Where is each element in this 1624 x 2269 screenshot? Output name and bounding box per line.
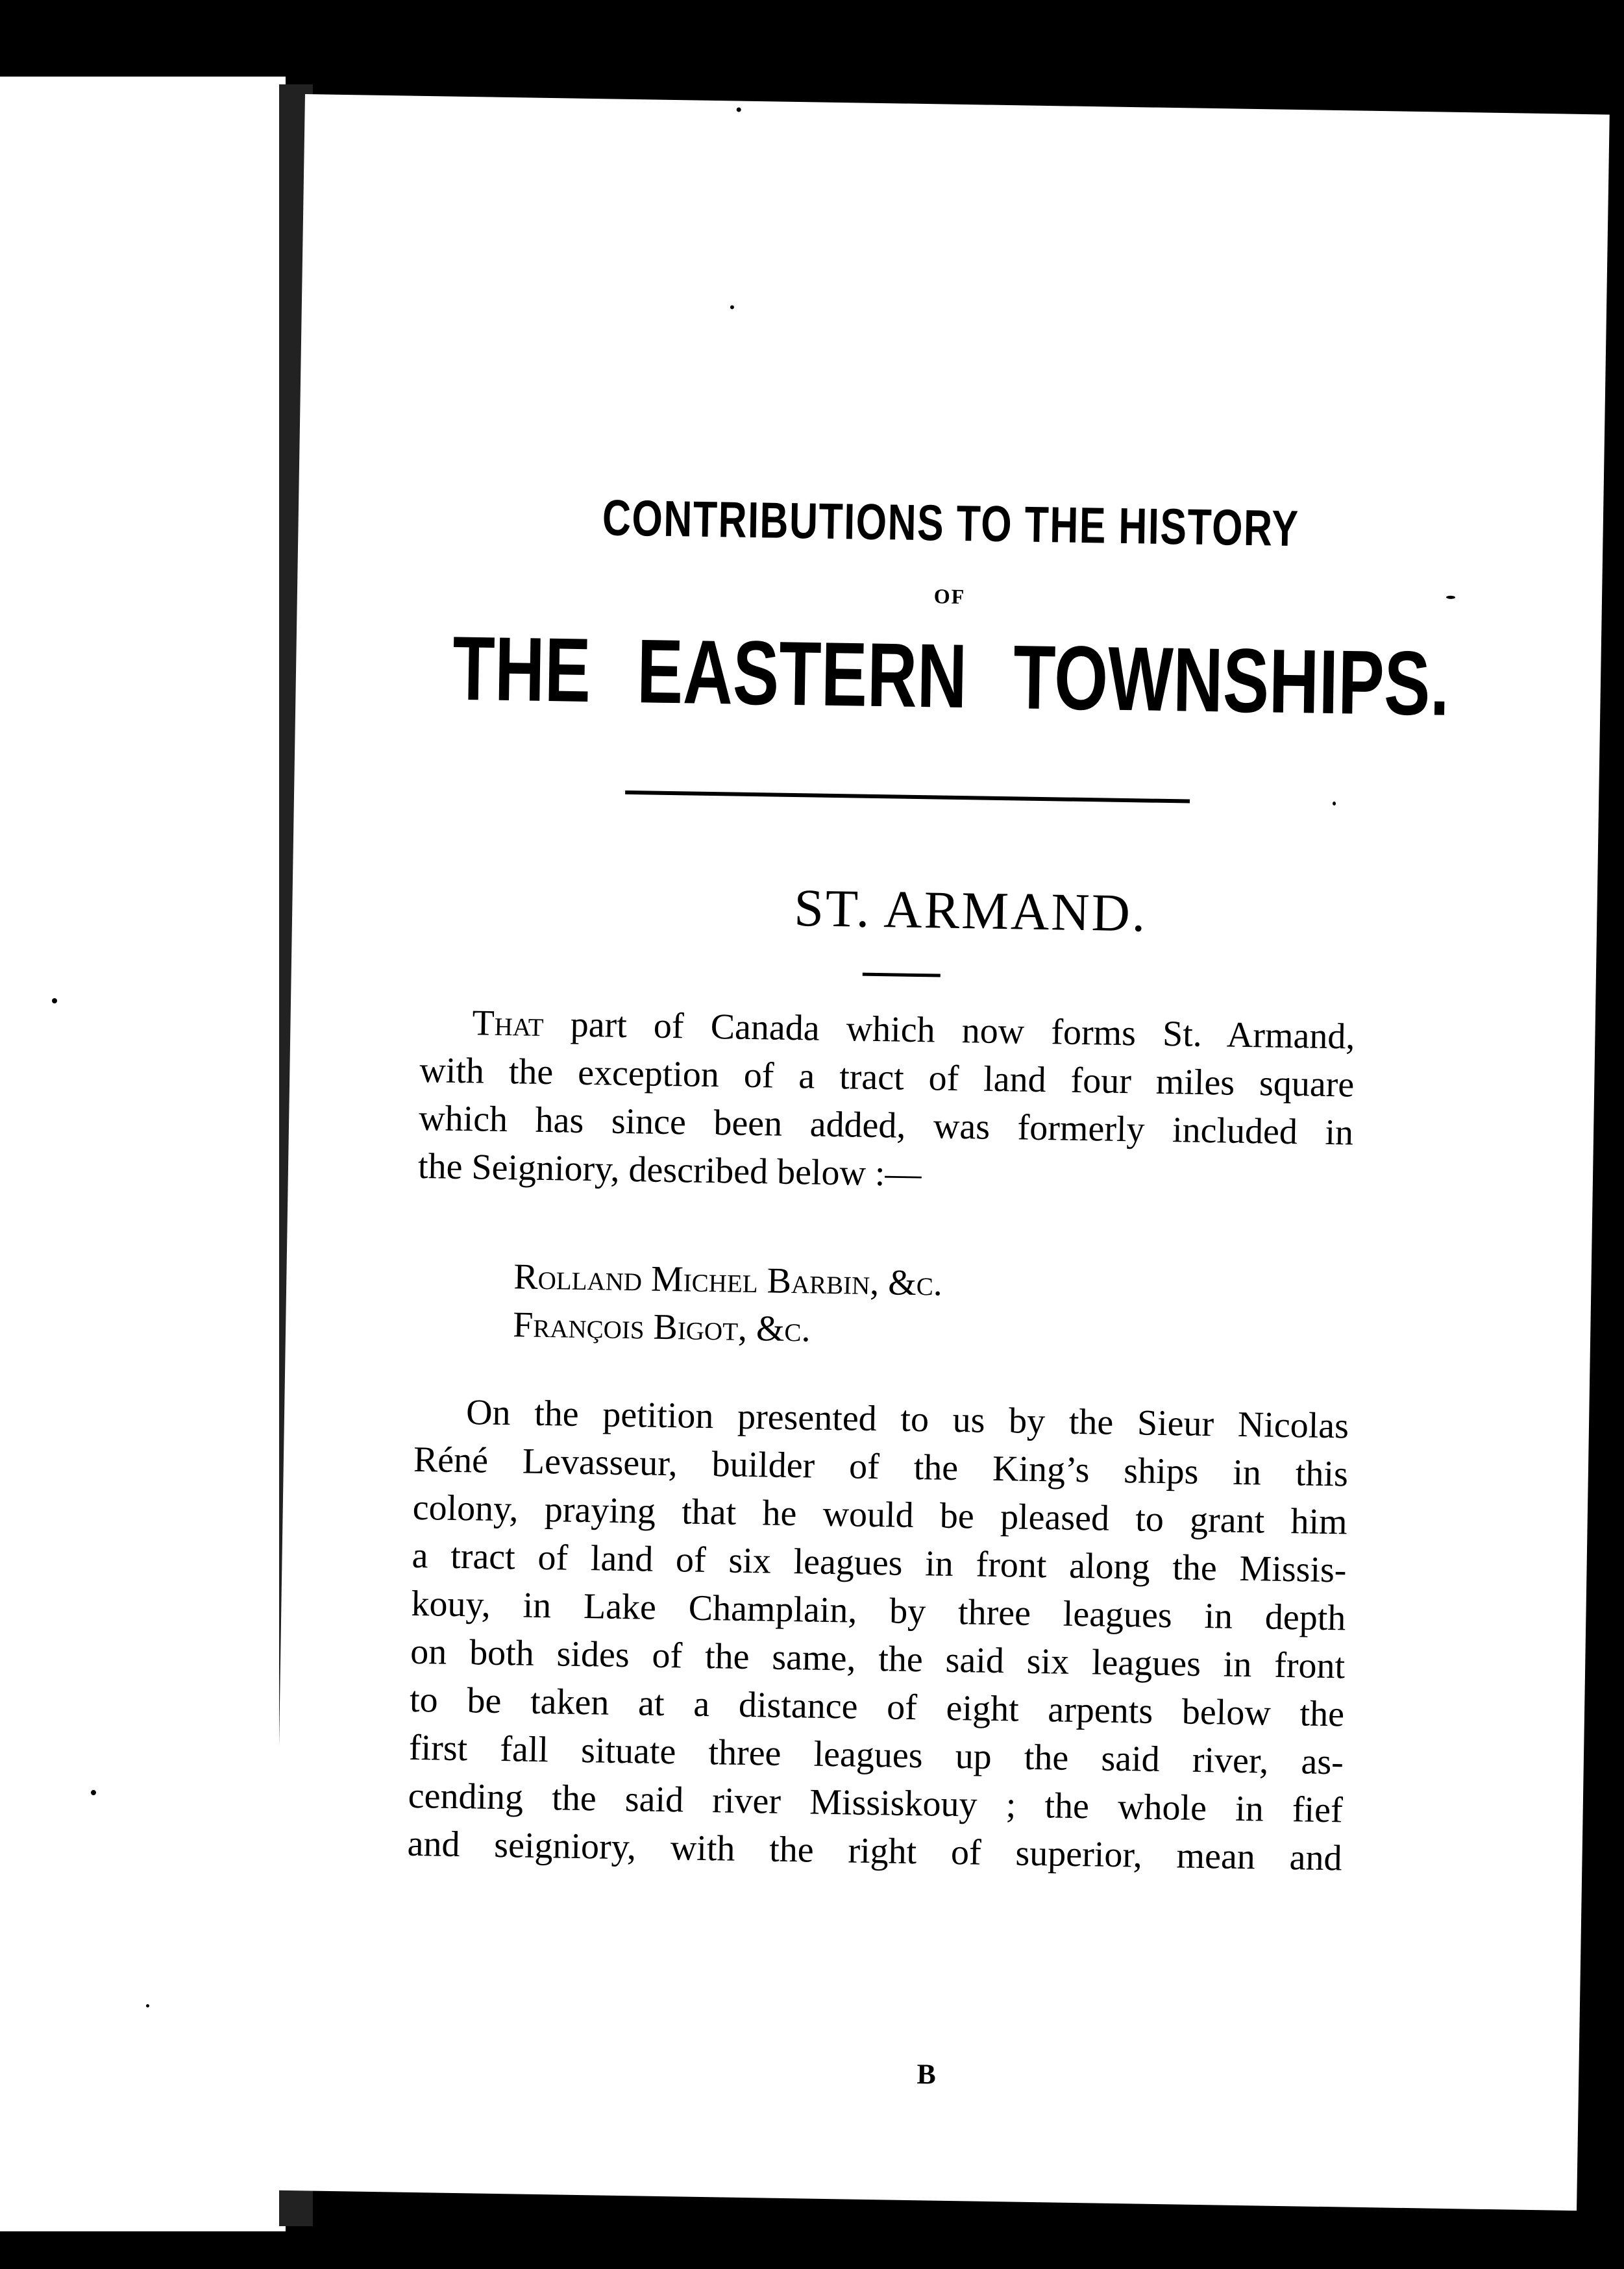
lead-word: That	[472, 1003, 545, 1044]
signature-mark: B	[917, 2058, 937, 2091]
paragraph-2	[407, 1388, 1349, 1883]
book-title-line1: CONTRIBUTIONS TO THE HISTORY	[602, 489, 1300, 558]
paragraph-2-line: On the petition presented to us by the Sieur Nicolas	[465, 1392, 1349, 1447]
paragraph-1-line: with the exception of a tract of land four miles square	[419, 1049, 1355, 1105]
paragraph-1-line: which has since been added, was formerly included in	[418, 1098, 1354, 1153]
speck	[1446, 596, 1455, 599]
speck	[146, 2004, 149, 2007]
paragraph-2-line: first fall situate three leagues up the said river, as-	[408, 1727, 1344, 1783]
paragraph-2-line: a tract of land of six leagues in front along the Missis-	[412, 1535, 1347, 1591]
paragraph-2-line: Réné Levasseur, builder of the King’s ships in this	[413, 1439, 1349, 1495]
speck	[1333, 802, 1336, 805]
paragraph-2-line: on both sides of the same, the said six leagues in front	[410, 1631, 1346, 1687]
signatory-2: François Bigot, &c.	[512, 1305, 811, 1350]
speck	[730, 305, 734, 309]
book-title-line2: THE EASTERN TOWNSHIPS.	[452, 617, 1451, 735]
paragraph-1	[417, 998, 1355, 1205]
paragraph-2-line: colony, praying that he would be pleased to grant him	[412, 1487, 1348, 1543]
paragraph-2-line: to be taken at a distance of eight arpents below the	[409, 1679, 1345, 1735]
signatory-1: Rolland Michel Barbin, &c.	[513, 1257, 943, 1304]
speck	[91, 1790, 96, 1795]
left-page	[0, 77, 286, 2231]
paragraph-2-line: cending the said river Missiskouy ; the whole in fief	[408, 1775, 1344, 1831]
title-rule	[625, 791, 1190, 803]
section-title: ST. ARMAND.	[793, 877, 1148, 943]
right-page	[272, 94, 1609, 2211]
speck	[52, 998, 57, 1003]
paragraph-1-line: That part of Canada which now forms St. Armand,	[472, 1003, 1355, 1057]
book-title-of: OF	[933, 584, 966, 609]
section-rule	[863, 973, 941, 977]
paragraph-2-line: kouy, in Lake Champlain, by three leagues in depth	[411, 1583, 1346, 1639]
paragraph-2-line: and seigniory, with the right of superior, mean and	[407, 1823, 1342, 1879]
paragraph-1-line: the Seigniory, described below :—	[417, 1146, 922, 1195]
speck	[737, 107, 741, 112]
